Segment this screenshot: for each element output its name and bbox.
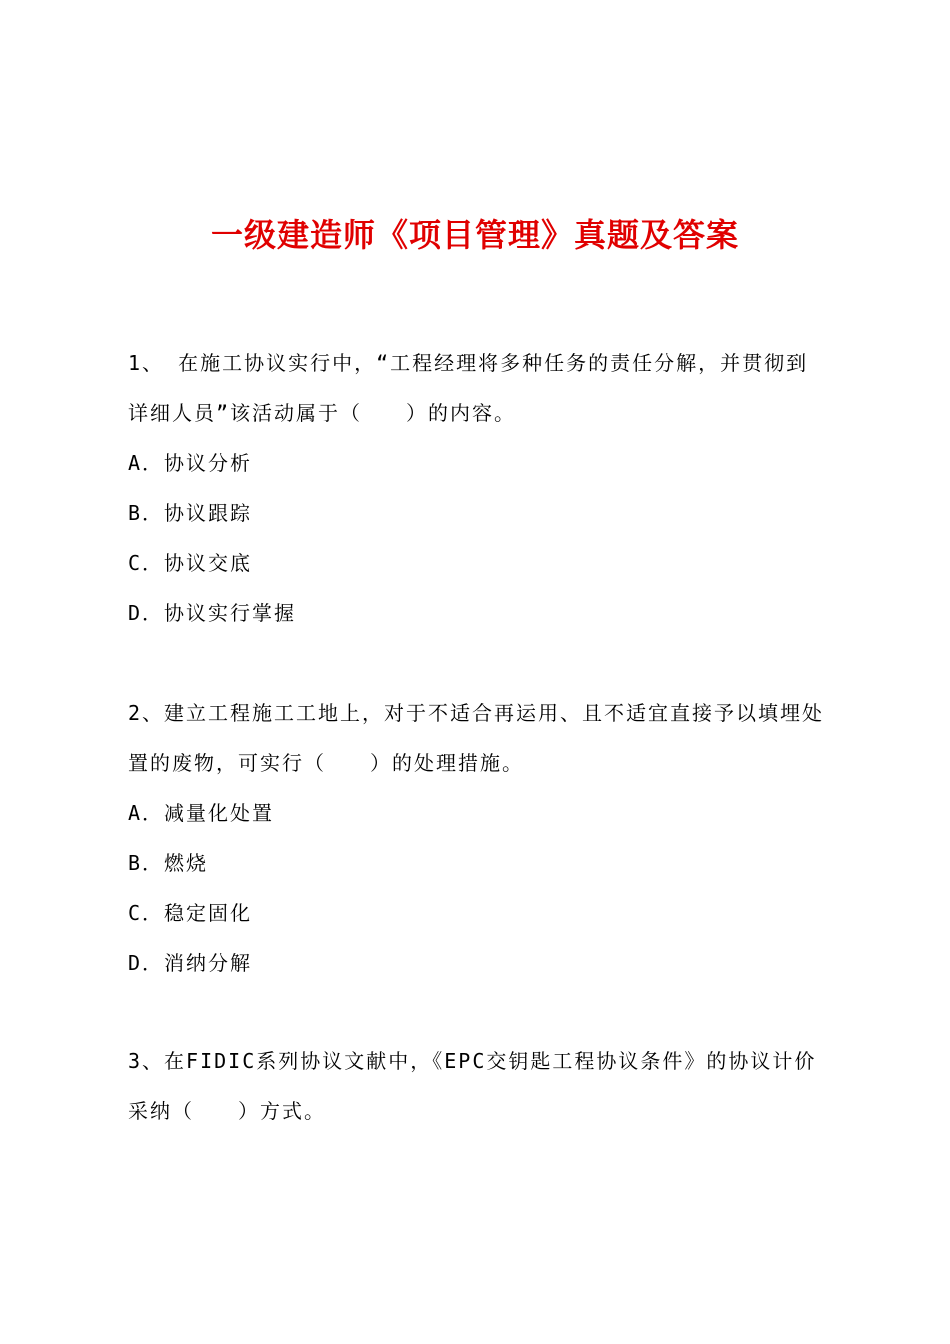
question-1-option-a: A．协议分析	[128, 451, 253, 475]
question-2-option-a: A．减量化处置	[128, 801, 275, 825]
question-1-option-d: D．协议实行掌握	[128, 601, 297, 625]
question-3	[128, 1046, 833, 1126]
question-3-line-1: 3、在FIDIC系列协议文献中，《EPC交钥匙工程协议条件》的协议计价	[128, 1049, 817, 1073]
question-3-line-2: 采纳（ ）方式。	[128, 1099, 326, 1123]
question-2-option-b: B．燃烧	[128, 851, 209, 875]
question-2-option-c: C．稳定固化	[128, 901, 253, 925]
question-1-line-2: 详细人员”该活动属于（ ）的内容。	[128, 401, 517, 425]
question-1-option-c: C．协议交底	[128, 551, 253, 575]
question-1	[128, 348, 833, 648]
question-1-option-b: B．协议跟踪	[128, 501, 253, 525]
question-2-option-d: D．消纳分解	[128, 951, 253, 975]
question-2-line-1: 2、建立工程施工工地上，对于不适合再运用、且不适宜直接予以填埋处	[128, 701, 825, 725]
question-1-line-1: 1、 在施工协议实行中，“工程经理将多种任务的责任分解，并贯彻到	[128, 351, 809, 375]
question-2-line-2: 置的废物，可实行（ ）的处理措施。	[128, 751, 524, 775]
question-2	[128, 698, 833, 998]
document-title: 一级建造师《项目管理》真题及答案	[210, 216, 739, 254]
